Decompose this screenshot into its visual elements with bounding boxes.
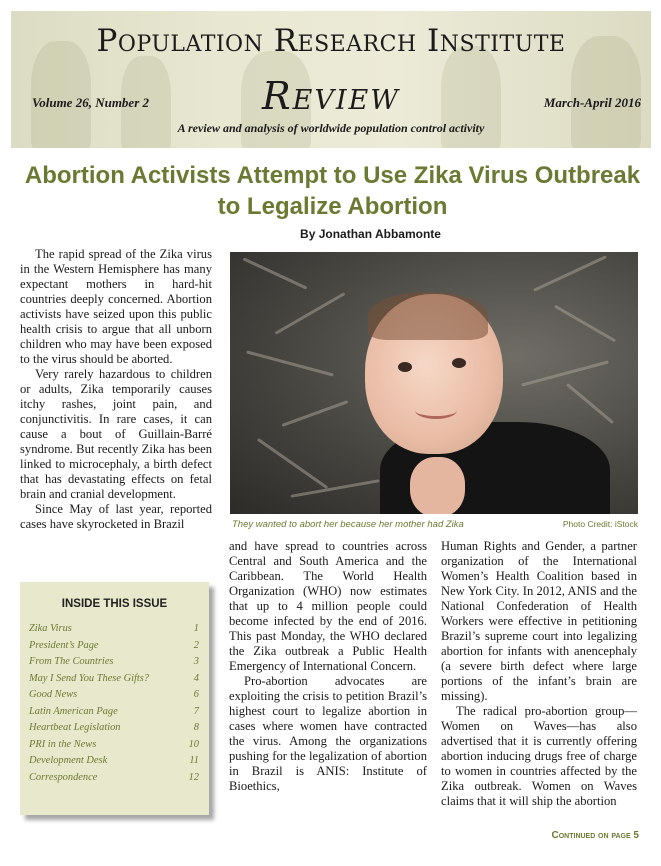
paragraph: The rapid spread of the Zika virus in the Western Hemisphere has many expectant mothers in hard-hit countries deeply concerned. Abortion activists have seized upon this public health crisis to argue that all unborn children who may have been exposed to the virus should be aborted. — [20, 247, 212, 366]
byline: By Jonathan Abbamonte — [300, 227, 441, 241]
org-name: Population Research Institute — [96, 23, 566, 59]
contents-list — [29, 623, 199, 788]
issue-date: March-April 2016 — [543, 95, 641, 110]
paragraph: and have spread to countries across Central and South America and the Caribbean. The World Health Organization (WHO) now estimates that up to 4 million people could become infected by the end of 2016. This past Monday, the WHO declared the Zika outbreak a Public Health Emergency of International Concern. — [229, 539, 427, 673]
contents-item[interactable] — [29, 673, 199, 690]
baby-eye — [398, 362, 412, 372]
contents-item[interactable] — [29, 640, 199, 657]
contents-item-page: 1 — [193, 623, 199, 634]
publication-title: Review — [262, 74, 400, 118]
photo-caption: They wanted to abort her because her mother had Zika — [232, 519, 464, 530]
contents-item-page: 4 — [193, 672, 199, 684]
contents-item-label: May I Send You These Gifts? — [29, 672, 149, 684]
contents-item-page: 8 — [193, 722, 199, 733]
contents-item-label: Correspondence — [29, 771, 98, 783]
article-column-1 — [20, 247, 212, 532]
contents-item-page: 11 — [189, 755, 199, 766]
baby-eye — [452, 358, 466, 368]
inside-title: INSIDE THIS ISSUE — [61, 598, 168, 610]
contents-item-label: PRI in the News — [29, 738, 97, 750]
continued-link[interactable]: Continued on page 5 — [551, 830, 639, 841]
contents-item[interactable] — [29, 623, 199, 640]
contents-item-page: 12 — [188, 771, 199, 783]
contents-item[interactable] — [29, 706, 199, 723]
contents-item-page: 10 — [188, 738, 199, 750]
contents-item-label: President’s Page — [29, 639, 99, 651]
paragraph: The radical pro-abortion group—Women on Waves—has also advertised that it is currently offering abortion inducing drugs free of charge to women in countries affected by the Zika outbreak. Women on Waves claims that it will ship the abortion — [441, 704, 637, 808]
contents-item-label: Latin American Page — [29, 705, 118, 717]
contents-item-page: 2 — [193, 639, 199, 651]
contents-item[interactable] — [29, 722, 199, 739]
contents-item[interactable] — [29, 689, 199, 706]
baby-smile — [415, 402, 457, 419]
contents-item-label: From The Countries — [29, 656, 114, 667]
article-column-3 — [441, 539, 637, 809]
article-headline: Abortion Activists Attempt to Use Zika Virus Outbreak to Legalize Abortion — [24, 162, 641, 220]
baby-arm — [410, 457, 465, 514]
masthead — [11, 11, 651, 148]
contents-item-page: 3 — [193, 656, 199, 667]
article-column-2 — [229, 539, 427, 794]
contents-item-label: Heartbeat Legislation — [29, 722, 121, 733]
contents-item[interactable] — [29, 772, 199, 789]
paragraph: Since May of last year, reported cases have skyrocketed in Brazil — [20, 502, 212, 531]
paragraph: Pro-abortion advocates are exploiting the crisis to petition Brazil’s highest court to legalize abortion in cases where women have contracted the virus. Among the organizations pushing for the legalization of abortion in Brazil is ANIS: Institute of Bioethics, — [229, 674, 427, 793]
article-photo — [230, 252, 638, 514]
contents-item-label: Development Desk — [29, 755, 108, 766]
contents-item-label: Zika Virus — [29, 623, 72, 634]
inside-this-issue-box — [20, 582, 209, 815]
contents-item-label: Good News — [29, 689, 78, 700]
tagline: A review and analysis of worldwide population control activity — [177, 121, 485, 135]
contents-item[interactable] — [29, 739, 199, 756]
paragraph: Human Rights and Gender, a partner organization of the International Women’s Health Coalition based in New York City. In 2012, ANIS and the National Confederation of Health Workers were effective in petitioning Brazil’s supreme court into legalizing abortion for infants with anencephaly (a severe birth defect where large portions of the infant’s brain are missing). — [441, 539, 637, 703]
contents-item[interactable] — [29, 755, 199, 772]
paragraph: Very rarely hazardous to children or adults, Zika temporarily causes itchy rashes, joint pain, and conjunctivitis. In rare cases, it can cause a bout of Guillain-Barré syndrome. But recently Zika has been linked to microcephaly, a birth defect that has devastating effects on fetal brain and cranial development. — [20, 367, 212, 501]
photo-credit: Photo Credit: iStock — [562, 519, 638, 529]
volume-number: Volume 26, Number 2 — [32, 95, 150, 110]
contents-item-page: 6 — [193, 689, 199, 700]
contents-item[interactable] — [29, 656, 199, 673]
baby-hair — [368, 292, 488, 340]
contents-item-page: 7 — [193, 705, 199, 717]
